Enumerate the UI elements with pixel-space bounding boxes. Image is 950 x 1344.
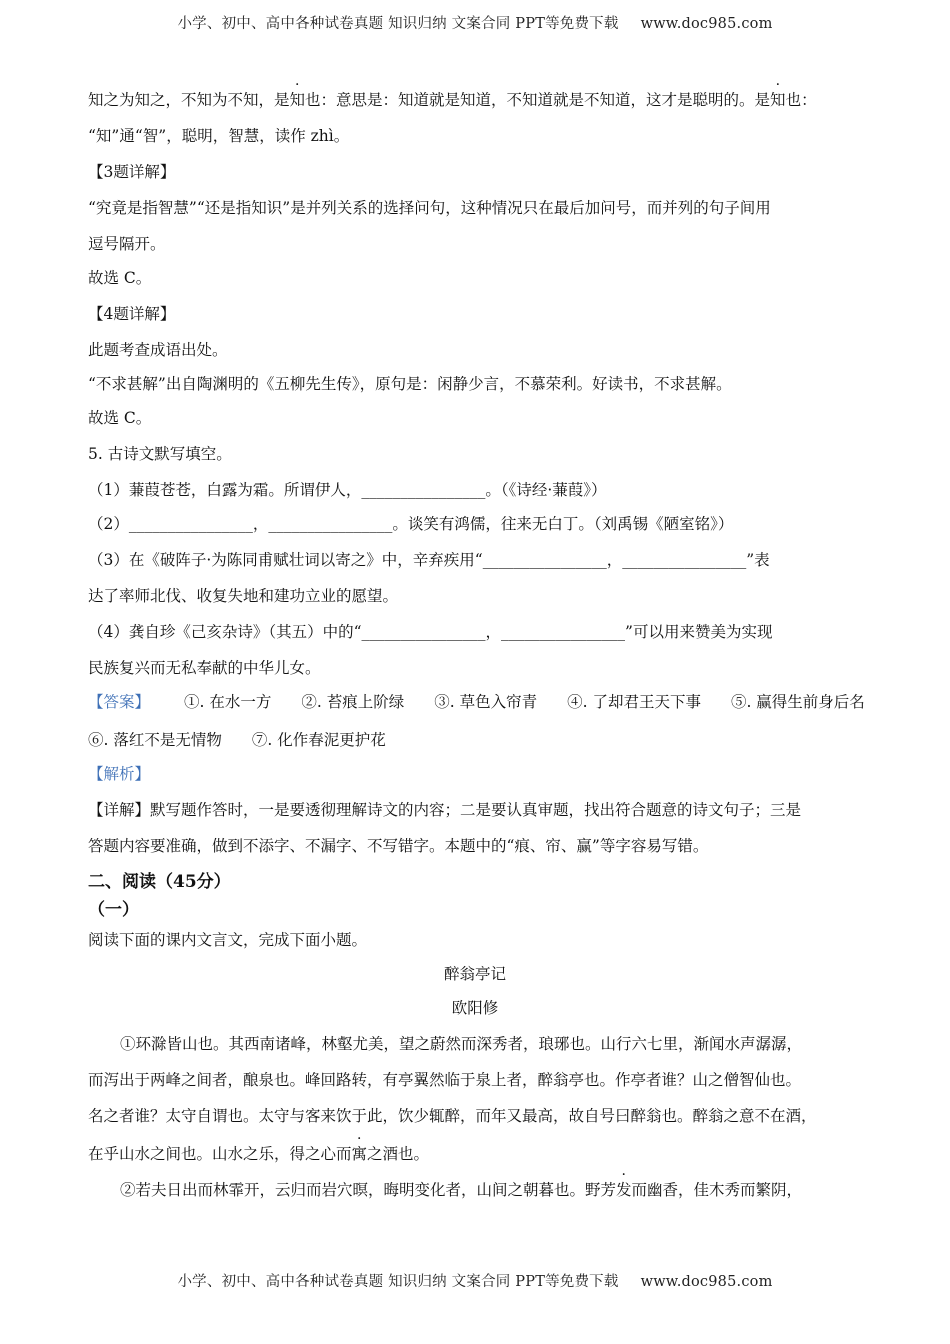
passage-paragraph-2: ②若夫日出而林霏开，云归而岩穴暝，晦明变化者，山间之朝暮也。野芳发而幽香，佳木秀而繁阴， bbox=[120, 1181, 803, 1199]
answer-line bbox=[88, 692, 878, 712]
header-url[interactable]: www.doc985.com bbox=[640, 16, 773, 32]
q3-choice: 故选 C。 bbox=[88, 269, 152, 287]
answer-item: ②. 苔痕上阶绿 bbox=[301, 693, 405, 711]
passage-author: 欧阳修 bbox=[451, 999, 499, 1017]
q3-paragraph: 逗号隔开。 bbox=[88, 235, 166, 253]
line-zhi-reading: “知”通“智”，聪明，智慧，读作 zhì。 bbox=[88, 127, 350, 145]
q5-sub4: （4）龚自珍《己亥杂诗》（其五）中的“________________，________________”可以用来赞美为实现 bbox=[88, 623, 773, 641]
answer-item: ④. 了却君王天下事 bbox=[567, 693, 701, 711]
dotted-char: 知 bbox=[289, 91, 306, 109]
q4-choice: 故选 C。 bbox=[88, 409, 152, 427]
q3-title: 【3题详解】 bbox=[88, 163, 176, 181]
passage-title: 醉翁亭记 bbox=[443, 965, 506, 983]
detail-tag: 【详解】 bbox=[88, 801, 151, 819]
answer-tag: 【答案】 bbox=[88, 693, 151, 711]
line-zhi-explanation: 知之为知之，不知为不知，是知也：意思是：知道就是知道，不知道就是不知道，这才是聪明的。是知也： bbox=[88, 91, 817, 109]
reading-instruction: 阅读下面的课内文言文，完成下面小题。 bbox=[88, 931, 368, 949]
answer-item: ③. 草色入帘青 bbox=[434, 693, 538, 711]
q5-sub2: （2）________________，________________。谈笑有鸿儒，往来无白丁。（刘禹锡《陋室铭》） bbox=[88, 515, 734, 533]
analysis-tag: 【解析】 bbox=[88, 765, 151, 783]
page-header bbox=[0, 12, 950, 33]
q5-sub3: （3）在《破阵子·为陈同甫赋壮词以寄之》中，辛弃疾用“________________，________________”表 bbox=[88, 551, 770, 569]
passage-paragraph-1: ①环滁皆山也。其西南诸峰，林壑尤美，望之蔚然而深秀者，琅琊也。山行六七里，渐闻水声潺潺， bbox=[120, 1035, 803, 1053]
passage-paragraph-1-cont: 而泻出于两峰之间者，酿泉也。峰回路转，有亭翼然临于泉上者，醉翁亭也。作亭者谁？山之僧智仙也。 bbox=[88, 1071, 802, 1089]
answer-item: ⑥. 落红不是无情物 bbox=[88, 731, 222, 749]
page-footer bbox=[0, 1270, 950, 1291]
q5-sub1: （1）蒹葭苍苍，白露为霜。所谓伊人，________________。（《诗经·蒹葭》） bbox=[88, 481, 607, 499]
q5-sub3-cont: 达了率师北伐、收复失地和建功立业的愿望。 bbox=[88, 587, 399, 605]
dotted-char: 寓 bbox=[351, 1145, 368, 1163]
answer-item: ①. 在水一方 bbox=[184, 693, 272, 711]
header-text: 小学、初中、高中各种试卷真题 知识归纳 文案合同 PPT等免费下载 bbox=[177, 16, 619, 32]
q4-title: 【4题详解】 bbox=[88, 305, 176, 323]
q4-paragraph: “不求甚解”出自陶渊明的《五柳先生传》，原句是：闲静少言，不慕荣利。好读书，不求甚解。 bbox=[88, 375, 732, 393]
footer-url[interactable]: www.doc985.com bbox=[640, 1274, 773, 1290]
answer-item: ⑤. 赢得生前身后名 bbox=[730, 693, 865, 711]
detail-paragraph-cont: 答题内容要准确，做到不添字、不漏字、不写错字。本题中的“痕、帘、赢”等字容易写错。 bbox=[88, 837, 709, 855]
section-heading: 二、阅读（45分） bbox=[88, 872, 231, 892]
answer-item: ⑦. 化作春泥更护花 bbox=[251, 731, 386, 749]
footer-text: 小学、初中、高中各种试卷真题 知识归纳 文案合同 PPT等免费下载 bbox=[177, 1274, 619, 1290]
passage-paragraph-1-cont: 名之者谁？太守自谓也。太守与客来饮于此，饮少辄醉，而年又最高，故自号曰醉翁也。醉翁之意不在酒， bbox=[88, 1107, 817, 1125]
q3-paragraph: “究竟是指智慧”“还是指知识”是并列关系的选择问句，这种情况只在最后加问号，而并列的句子间用 bbox=[88, 199, 771, 217]
dotted-char: 知 bbox=[770, 91, 786, 109]
answer-line-cont bbox=[88, 730, 878, 750]
detail-paragraph: 【详解】默写题作答时，一是要透彻理解诗文的内容；二是要认真审题，找出符合题意的诗文句子；三是 bbox=[88, 801, 802, 819]
dotted-char: 发 bbox=[616, 1181, 632, 1199]
q5-stem: 5. 古诗文默写填空。 bbox=[88, 445, 232, 463]
subsection-heading: （一） bbox=[88, 900, 139, 920]
q4-paragraph: 此题考查成语出处。 bbox=[88, 341, 228, 359]
passage-paragraph-1-end: 在乎山水之间也。山水之乐，得之心而寓之酒也。 bbox=[88, 1145, 430, 1163]
q5-sub4-cont: 民族复兴而无私奉献的中华儿女。 bbox=[88, 659, 321, 677]
